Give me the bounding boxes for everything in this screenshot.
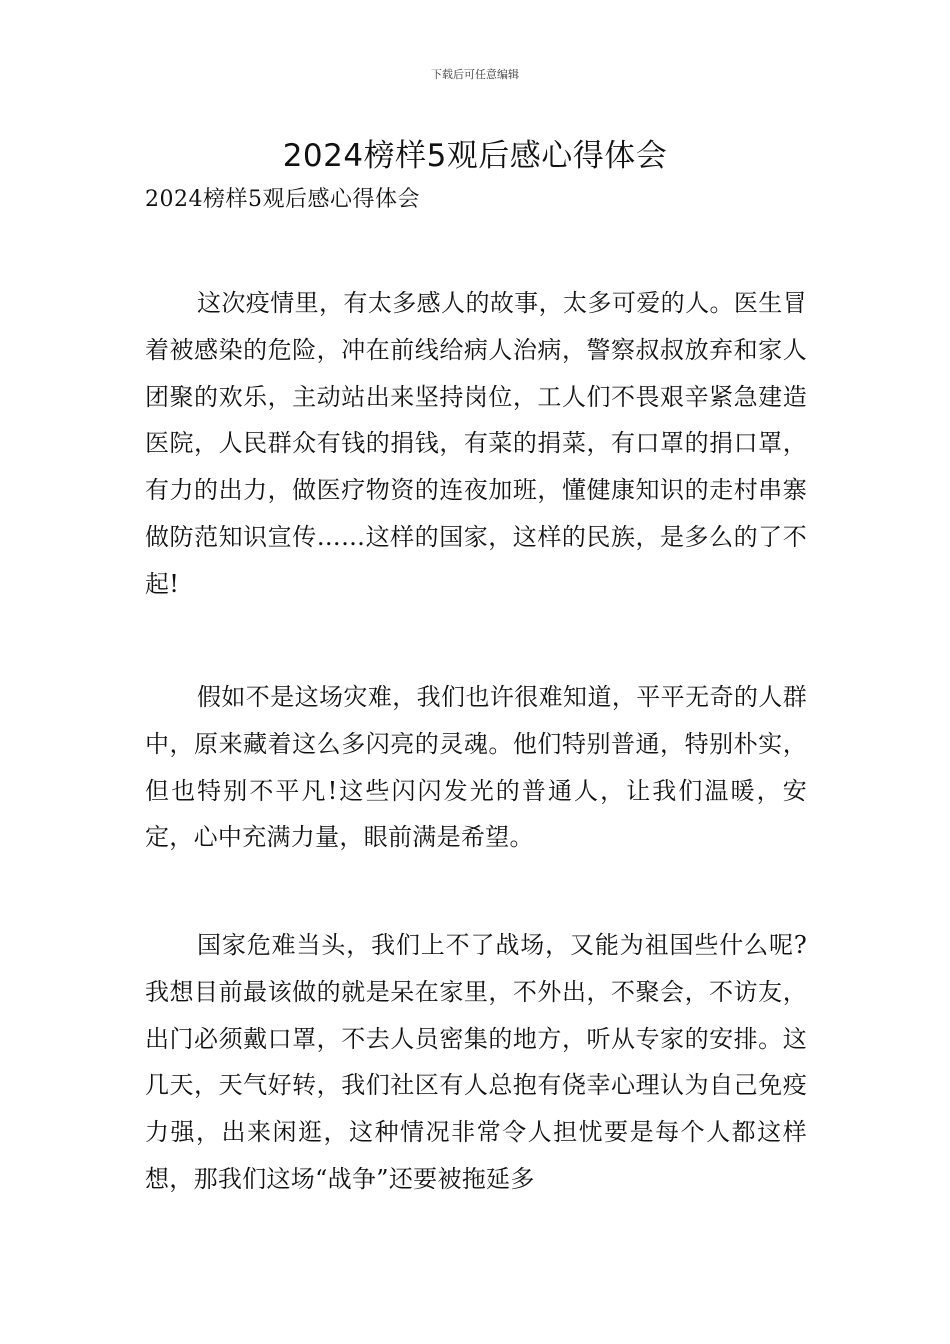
document-subtitle: 2024榜样5观后感心得体会 (145, 187, 420, 212)
paragraph-1: 这次疫情里，有太多感人的故事，太多可爱的人。医生冒着被感染的危险，冲在前线给病人治病，警察叔叔放弃和家人团聚的欢乐，主动站出来坚持岗位，工人们不畏艰辛紧急建造医院，人民群众有钱的捐钱，有菜的捐菜，有口罩的捐口罩，有力的出力，做医疗物资的连夜加班，懂健康知识的走村串寨做防范知识宣传……这样的国家，这样的民族，是多么的了不起! (145, 289, 807, 598)
header-note: 下载后可任意编辑 (431, 68, 519, 81)
paragraph-3: 国家危难当头，我们上不了战场，又能为祖国些什么呢?我想目前最该做的就是呆在家里，不外出，不聚会，不访友，出门必须戴口罩，不去人员密集的地方，听从专家的安排。这几天，天气好转，我们社区有人总抱有侥幸心理认为自己免疫力强，出来闲逛，这种情况非常令人担忧要是每个人都这样想，那我们这场“战争”还要被拖延多 (145, 931, 807, 1193)
paragraph-2: 假如不是这场灾难，我们也许很难知道，平平无奇的人群中，原来藏着这么多闪亮的灵魂。他们特别普通，特别朴实，但也特别不平凡!这些闪闪发光的普通人，让我们温暖，安定，心中充满力量，眼前满是希望。 (145, 683, 807, 852)
page-title: 2024榜样5观后感心得体会 (282, 138, 668, 174)
